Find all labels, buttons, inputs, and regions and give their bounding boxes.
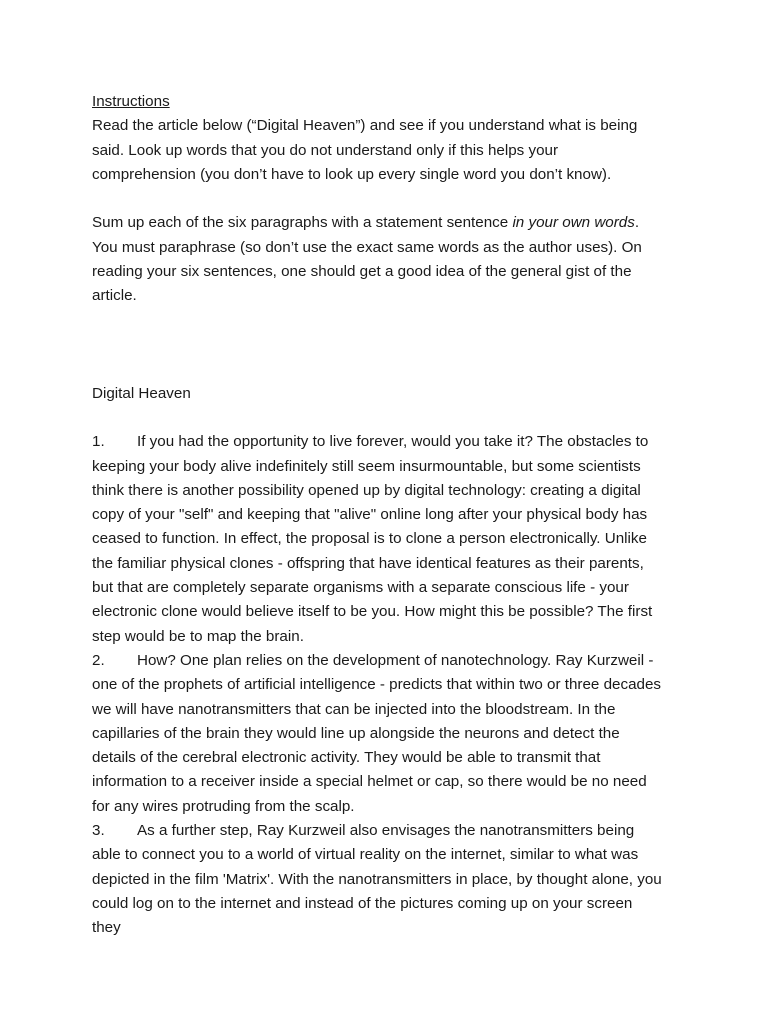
instructions-paragraph-2-end: . You must paraphrase (so don’t use the exact same words as the author uses). On reading your six sentences, one should get a good idea of the general gist of the article. bbox=[92, 214, 642, 305]
document-body bbox=[92, 90, 662, 941]
paragraph-text: How? One plan relies on the development of nanotechnology. Ray Kurzweil - one of the prophets of artificial intelligence - predicts that within two or three decades we will have nanotransmitters that can be injected into the bloodstream. In the capillaries of the brain they would line up alongside the neurons and detect the details of the cerebral electronic activity. They would be able to transmit that information to a receiver inside a special helmet or cap, so there would be no need for any wires protruding from the scalp. bbox=[92, 651, 662, 815]
instructions-paragraph-1: Read the article below (“Digital Heaven”) and see if you understand what is being said. Look up words that you do not understand only if this helps your comprehension (you don’t have to look up every single word you don’t know). bbox=[92, 117, 638, 183]
paragraph-text: As a further step, Ray Kurzweil also envisages the nanotransmitters being able to connect you to a world of virtual reality on the internet, similar to what was depicted in the film 'Matrix'. With the nanotransmitters in place, by thought alone, you could log on to the internet and instead of the pictures coming up on your screen they bbox=[92, 822, 662, 937]
paragraph-text: If you had the opportunity to live forever, would you take it? The obstacles to keeping your body alive indefinitely still seem insurmountable, but some scientists think there is another possibility opened up by digital technology: creating a digital copy of your "self" and keeping that "alive" online long after your physical body has ceased to function. In effect, the proposal is to clone a person electronically. Unlike the familiar physical clones - offspring that have identical features as their parents, but that are completely separate organisms with a separate conscious life - your electronic clone would believe itself to be you. How might this be possible? The first step would be to map the brain. bbox=[92, 433, 653, 645]
article-paragraph-1 bbox=[92, 430, 662, 649]
article-paragraph-2 bbox=[92, 649, 662, 819]
article-title: Digital Heaven bbox=[92, 384, 191, 402]
instructions-paragraph-2-start: Sum up each of the six paragraphs with a statement sentence bbox=[92, 214, 513, 232]
instructions-paragraph-2 bbox=[92, 211, 662, 308]
paragraph-number: 3. bbox=[92, 822, 105, 840]
article-paragraph-3 bbox=[92, 819, 662, 940]
paragraph-number: 2. bbox=[92, 651, 105, 669]
instructions-paragraph-2-emphasis: in your own words bbox=[512, 214, 635, 232]
instructions-heading: Instructions bbox=[92, 93, 170, 110]
paragraph-number: 1. bbox=[92, 433, 105, 451]
